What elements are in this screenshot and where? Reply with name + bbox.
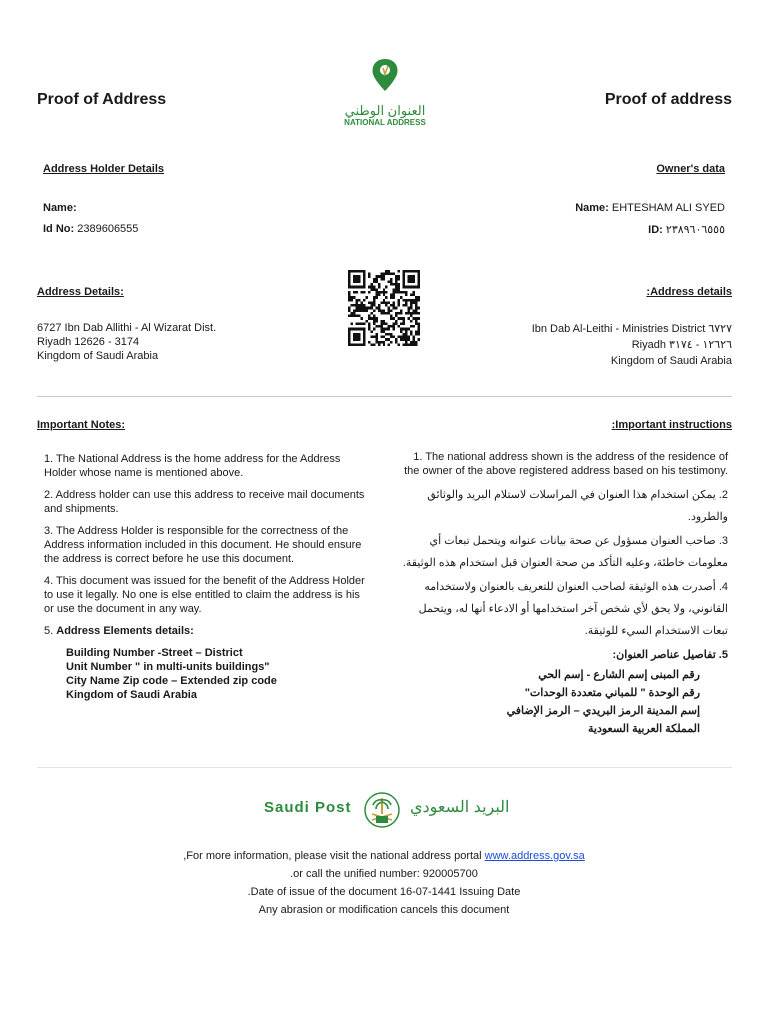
note-item: 3. The Address Holder is responsible for the correctness of the Address information included in this document. He should ensure the address is correct before he use this document. xyxy=(44,525,362,565)
modification-warning: Any abrasion or modification cancels this document xyxy=(258,904,510,916)
logo-arabic-text: العنوان الوطني xyxy=(344,103,426,118)
address-line: 6727 Ibn Dab Allithi - Al Wizarat Dist. xyxy=(37,322,217,334)
section-divider xyxy=(37,396,732,397)
address-block-left xyxy=(37,321,216,363)
id-left xyxy=(43,222,138,236)
map-pin-icon xyxy=(337,55,433,99)
element-line: Kingdom of Saudi Arabia xyxy=(66,689,197,701)
notes-list-left xyxy=(44,452,372,702)
name-label-left: Name: xyxy=(43,202,77,214)
title-left: Proof of Address xyxy=(37,91,167,108)
name-value-right: EHTESHAM ALI SYED xyxy=(611,202,725,214)
address-heading-right: Address details: xyxy=(646,286,732,298)
element-line: المملكة العربية السعودية xyxy=(588,723,700,735)
qr-code-icon xyxy=(348,270,420,351)
id-value-left: 2389606555 xyxy=(77,223,139,235)
id-right xyxy=(648,223,725,237)
note-item: 3. صاحب العنوان مسؤول عن صحة بيانات عنوانه ويتحمل تبعات أي معلومات خاطئة، وعليه التأكد من صحة العنوان قبل استخدام هذه الوثيقة. xyxy=(402,535,728,569)
notes-heading-right: Important instructions: xyxy=(611,419,732,431)
element-line: رقم الوحدة " للمباني متعددة الوحدات" xyxy=(524,687,700,699)
element-line: رقم المبنى إسم الشارع - إسم الحي xyxy=(538,669,700,681)
element-line: City Name Zip code – Extended zip code xyxy=(66,675,277,687)
portal-link[interactable]: www.address.gov.sa xyxy=(484,850,585,862)
note-5-prefix: 5. xyxy=(44,625,54,637)
note-5-title: Address Elements details: xyxy=(56,625,194,637)
address-line: Riyadh 12626 - 3174 xyxy=(37,336,140,348)
note-item: 2. يمكن استخدام هذا العنوان في المراسلات لاستلام البريد والوثائق والطرود. xyxy=(427,489,728,523)
title-right: Proof of address xyxy=(604,91,732,108)
saudi-post-logo xyxy=(262,790,512,830)
id-value-right: ٢٣٨٩٦٠٦٥٥٥ xyxy=(665,224,725,236)
unified-number: .or call the unified number: 920005700 xyxy=(290,868,478,880)
address-line: Ibn Dab Al-Leithi - Ministries District ٦٧٢٧ xyxy=(531,323,732,335)
note-item: 2. Address holder can use this address to receive mail documents and shipments. xyxy=(44,489,365,515)
note-item: 4. أصدرت هذه الوثيقة لصاحب العنوان للتعريف بالعنوان ولاستخدامه القانوني، ولا يحق لأي شخص آخر استخدامها أو الادعاء أنها له، ويتحمل تبعات الاستخدام السيء للوثيقة. xyxy=(418,581,728,637)
notes-heading-left: Important Notes: xyxy=(37,419,125,431)
issue-date: .Date of issue of the document 16-07-1441 Issuing Date xyxy=(247,886,521,898)
info-line xyxy=(0,850,768,862)
info-prefix: ,For more information, please visit the national address portal xyxy=(183,850,485,862)
id-label-right: ID: xyxy=(648,224,663,236)
address-block-right xyxy=(532,321,732,369)
saudi-post-en: Saudi Post xyxy=(264,799,352,816)
name-label-right: Name: xyxy=(575,202,609,214)
holder-heading-left: Address Holder Details xyxy=(43,163,165,175)
holder-heading-right: Owner's data xyxy=(656,163,725,175)
address-line: Riyadh ١٢٦٢٦ - ٣١٧٤ xyxy=(631,339,732,351)
notes-list-right xyxy=(398,450,728,738)
palm-swords-emblem-icon xyxy=(362,790,402,830)
footer-divider xyxy=(37,767,732,768)
element-line: Building Number -Street – District xyxy=(66,647,243,659)
address-line: Kingdom of Saudi Arabia xyxy=(610,355,732,367)
address-elements-list-ar xyxy=(398,666,728,738)
address-line: Kingdom of Saudi Arabia xyxy=(37,350,159,362)
address-elements-list xyxy=(44,646,372,702)
note-item: 1. The National Address is the home address for the Address Holder whose name is mentioned above. xyxy=(44,453,341,479)
address-heading-left: Address Details: xyxy=(37,286,124,298)
logo-english-text: NATIONAL ADDRESS xyxy=(344,118,426,127)
name-right xyxy=(575,201,725,215)
national-address-logo xyxy=(337,55,433,125)
note-item-5 xyxy=(44,624,372,638)
note-item-5: 5. تفاصيل عناصر العنوان: xyxy=(612,649,728,661)
note-item: 1. The national address shown is the address of the residence of the owner of the above registered address based on his testimony. xyxy=(404,451,728,477)
saudi-post-ar: البريد السعودي xyxy=(410,799,510,816)
element-line: Unit Number " in multi-units buildings" xyxy=(66,661,270,673)
note-item: 4. This document was issued for the benefit of the Address Holder to use it legally. No one is else entitled to claim the address is his or use the document in any way. xyxy=(44,575,365,615)
id-label-left: Id No: xyxy=(43,223,75,235)
element-line: إسم المدينة الرمز البريدي – الرمز الإضافي xyxy=(506,705,700,717)
